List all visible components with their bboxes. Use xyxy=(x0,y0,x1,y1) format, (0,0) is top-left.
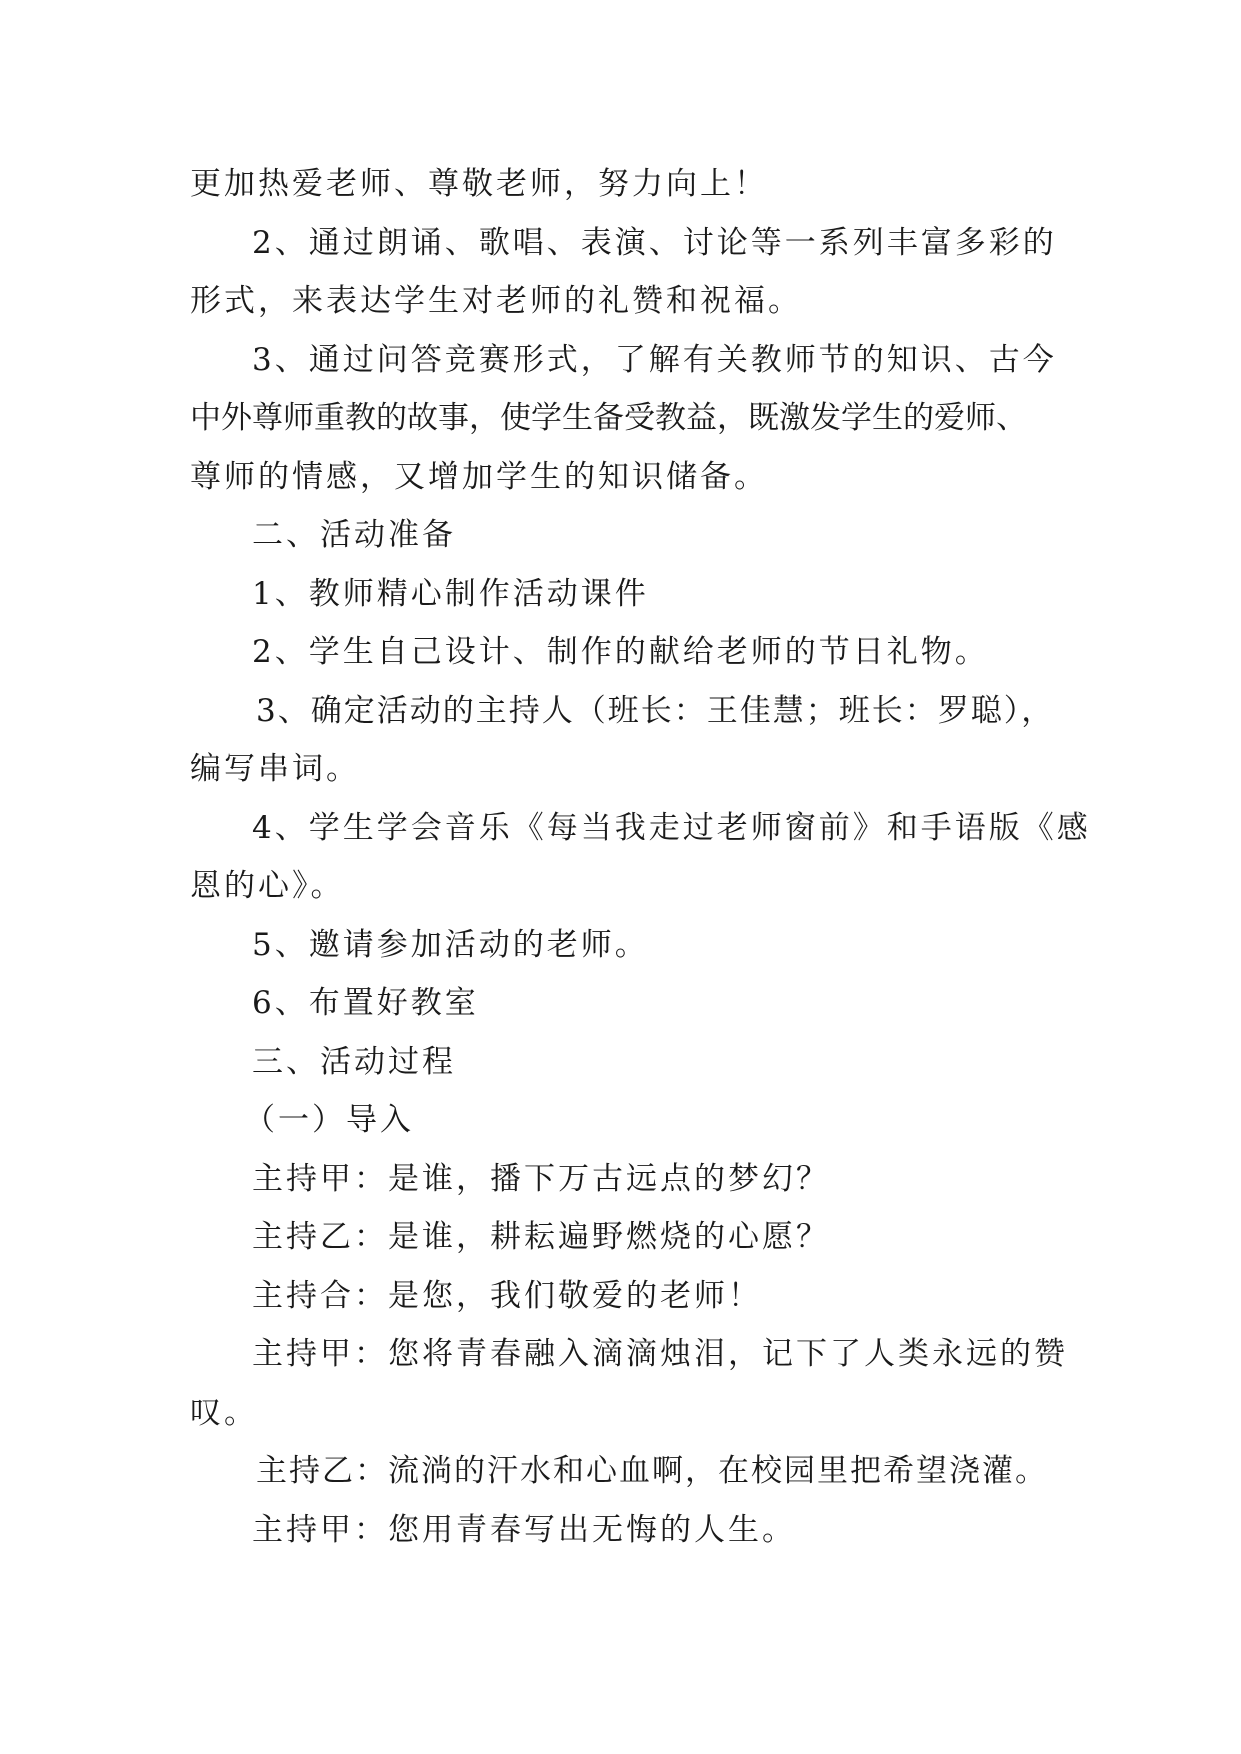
subsection-heading: （一）导入 xyxy=(244,1102,414,1138)
text-line: 尊师的情感，又增加学生的知识储备。 xyxy=(190,458,768,495)
text-line: 5、邀请参加活动的老师。 xyxy=(252,926,649,963)
dialogue-line: 叹。 xyxy=(190,1394,258,1431)
text-line: 6、布置好教室 xyxy=(252,985,479,1021)
text-line: 3、确定活动的主持人（班长：王佳慧；班长：罗聪）， xyxy=(256,692,1055,729)
text-line: 恩的心》。 xyxy=(190,868,345,904)
dialogue-line: 主持合：是您，我们敬爱的老师！ xyxy=(252,1277,762,1314)
dialogue-line: 主持乙：流淌的汗水和心血啊，在校园里把希望浇灌。 xyxy=(256,1453,1048,1489)
text-line: 3、通过问答竞赛形式，了解有关教师节的知识、古今 xyxy=(252,341,1057,378)
text-line: 4、学生学会音乐《每当我走过老师窗前》和手语版《感 xyxy=(252,809,1091,846)
dialogue-line: 主持甲：您将青春融入滴滴烛泪，记下了人类永远的赞 xyxy=(252,1336,1068,1372)
dialogue-line: 主持乙：是谁，耕耘遍野燃烧的心愿？ xyxy=(252,1219,830,1255)
text-line: 2、学生自己设计、制作的献给老师的节日礼物。 xyxy=(252,634,989,670)
text-line: 形式，来表达学生对老师的礼赞和祝福。 xyxy=(190,283,802,319)
section-heading: 三、活动过程 xyxy=(252,1043,456,1080)
text-line: 更加热爱老师、尊敬老师，努力向上！ xyxy=(190,166,768,202)
dialogue-line: 主持甲：您用青春写出无悔的人生。 xyxy=(252,1511,796,1548)
text-line: 1、教师精心制作活动课件 xyxy=(252,575,649,612)
text-line: 编写串词。 xyxy=(190,751,360,787)
dialogue-line: 主持甲：是谁，播下万古远点的梦幻？ xyxy=(252,1160,830,1197)
text-line: 中外尊师重教的故事，使学生备受教益，既激发学生的爱师、 xyxy=(190,400,1027,436)
section-heading: 二、活动准备 xyxy=(252,517,456,553)
text-line: 2、通过朗诵、歌唱、表演、讨论等一系列丰富多彩的 xyxy=(252,224,1057,261)
document-body xyxy=(190,155,1091,1559)
